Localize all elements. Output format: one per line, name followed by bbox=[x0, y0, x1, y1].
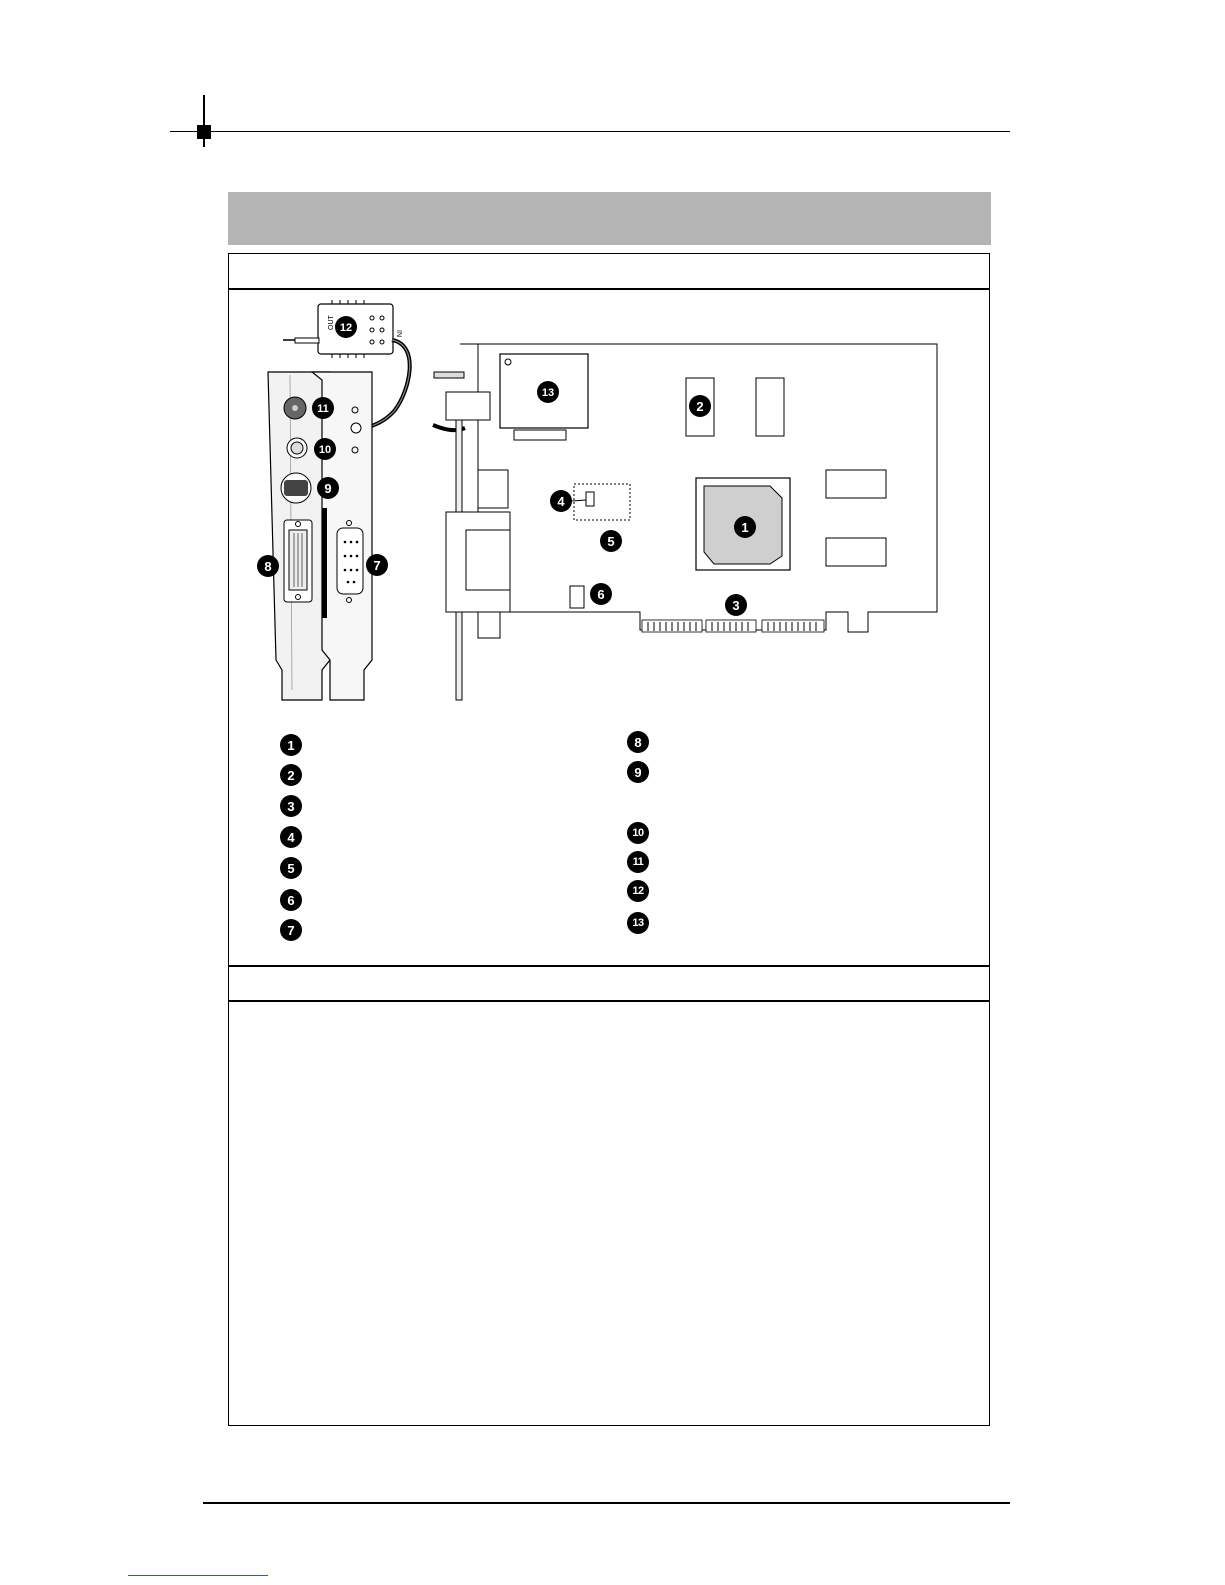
io-bracket bbox=[268, 372, 372, 700]
header-rule bbox=[170, 131, 1010, 132]
legend-badge-7: 7 bbox=[280, 919, 302, 941]
section-header-rule bbox=[229, 288, 989, 290]
page-title-bar bbox=[228, 192, 991, 245]
legend-badge-9: 9 bbox=[627, 761, 649, 783]
second-section-top-rule bbox=[229, 965, 989, 967]
footer-link-underline[interactable] bbox=[128, 1575, 268, 1576]
callout-2-label: 2 bbox=[696, 399, 704, 414]
legend-badge-6: 6 bbox=[280, 889, 302, 911]
component-legend bbox=[280, 734, 960, 954]
callout-8-label: 8 bbox=[264, 559, 272, 574]
legend-badge-11: 11 bbox=[627, 851, 649, 873]
callout-1-label: 1 bbox=[741, 520, 749, 535]
callout-3-label: 3 bbox=[732, 598, 740, 613]
graphics-card-diagram bbox=[250, 300, 970, 720]
callout-7-label: 7 bbox=[373, 558, 381, 573]
second-section-bottom-rule bbox=[229, 1000, 989, 1002]
callout-10-label: 10 bbox=[318, 444, 332, 456]
callout-9-label: 9 bbox=[324, 481, 332, 496]
legend-badge-13: 13 bbox=[627, 912, 649, 934]
legend-badge-5: 5 bbox=[280, 857, 302, 879]
crop-mark-square bbox=[197, 125, 211, 139]
callout-13-label: 13 bbox=[541, 387, 555, 399]
legend-badge-12: 12 bbox=[627, 880, 649, 902]
in-label: IN bbox=[395, 330, 402, 337]
callout-11-label: 11 bbox=[317, 403, 329, 415]
callout-12-label: 12 bbox=[339, 322, 353, 334]
legend-badge-8: 8 bbox=[627, 731, 649, 753]
callout-6-label: 6 bbox=[597, 587, 605, 602]
legend-badge-4: 4 bbox=[280, 826, 302, 848]
legend-badge-1: 1 bbox=[280, 734, 302, 756]
legend-badge-10: 10 bbox=[627, 822, 649, 844]
callout-4-label: 4 bbox=[557, 494, 565, 509]
legend-badge-3: 3 bbox=[280, 795, 302, 817]
crop-mark-vertical bbox=[203, 95, 205, 147]
out-label: OUT bbox=[328, 315, 335, 330]
footer-rule bbox=[203, 1502, 1010, 1504]
graphics-card-board bbox=[434, 344, 937, 700]
callout-5-label: 5 bbox=[607, 534, 615, 549]
legend-badge-2: 2 bbox=[280, 764, 302, 786]
